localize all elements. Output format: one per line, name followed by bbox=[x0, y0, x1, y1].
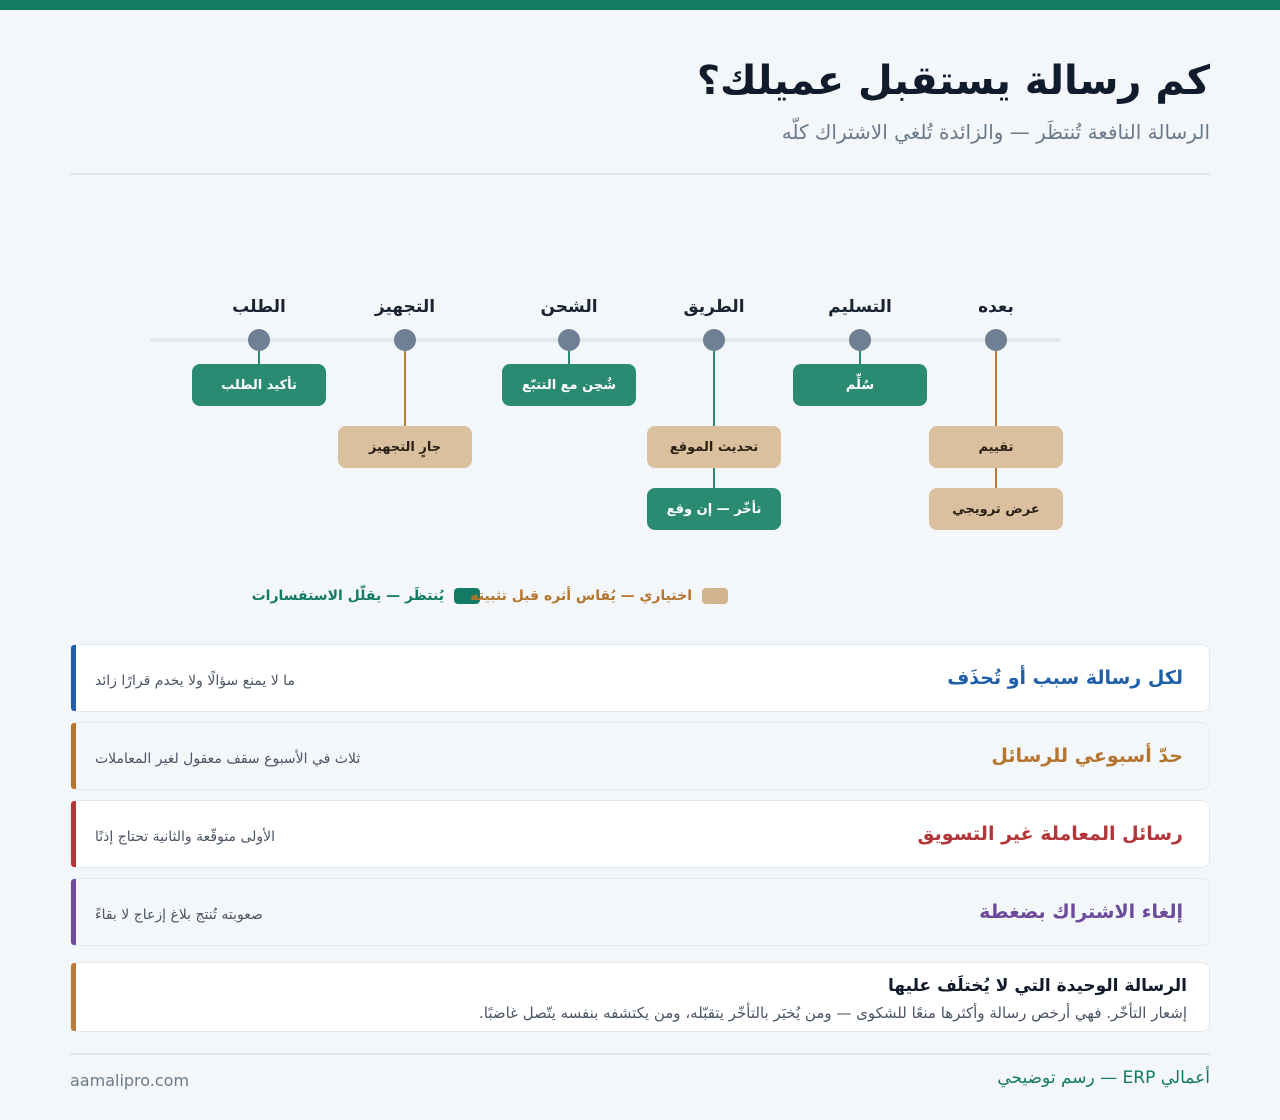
stage-connector bbox=[258, 351, 260, 364]
legend-essential-label: يُنتظَر — يقلّل الاستفسارات bbox=[251, 588, 444, 604]
stage-dot bbox=[849, 329, 871, 351]
principle-title: حدّ أسبوعي للرسائل bbox=[991, 745, 1183, 767]
stage-dot bbox=[394, 329, 416, 351]
card-stripe bbox=[71, 645, 76, 711]
stage-label: الطريق bbox=[683, 297, 745, 317]
stage-connector bbox=[568, 351, 570, 364]
stage-label: الشحن bbox=[540, 297, 598, 317]
principle-desc: صعوبته تُنتج بلاغ إزعاج لا بقاءً bbox=[95, 907, 263, 923]
legend-optional bbox=[470, 588, 728, 604]
principle-card bbox=[70, 644, 1210, 712]
principle-card bbox=[70, 722, 1210, 790]
legend-essential bbox=[252, 588, 480, 604]
legend-optional-label: اختياري — يُقاس أثره قبل تثبيته bbox=[470, 588, 692, 604]
card-stripe bbox=[71, 963, 76, 1031]
principle-title: رسائل المعاملة غير التسويق bbox=[917, 823, 1183, 845]
stage-connector bbox=[404, 351, 406, 426]
stage-label: التسليم bbox=[828, 297, 892, 317]
footer-site-link[interactable]: aamalipro.com bbox=[70, 1071, 190, 1090]
optional-message-pill: تحديث الموقع bbox=[647, 426, 781, 468]
card-stripe bbox=[71, 801, 76, 867]
stage-label: الطلب bbox=[232, 297, 286, 317]
footer-divider bbox=[70, 1053, 1210, 1055]
page-title: كم رسالة يستقبل عميلك؟ bbox=[696, 58, 1210, 104]
stage-label: التجهيز bbox=[374, 297, 436, 317]
stage-dot bbox=[985, 329, 1007, 351]
optional-message-pill: عرض ترويجي bbox=[929, 488, 1063, 530]
principle-desc: ما لا يمنع سؤالًا ولا يخدم قرارًا زائد bbox=[95, 673, 295, 689]
principle-card bbox=[70, 878, 1210, 946]
legend-optional-swatch bbox=[702, 588, 728, 604]
essential-message-pill: تأكيد الطلب bbox=[192, 364, 326, 406]
essential-message-pill: تأخّر — إن وقع bbox=[647, 488, 781, 530]
timeline-axis bbox=[150, 338, 1060, 342]
principle-title: إلغاء الاشتراك بضغطة bbox=[979, 901, 1183, 923]
page-subtitle: الرسالة النافعة تُنتظَر — والزائدة تُلغي الاشتراك كلّه bbox=[781, 120, 1210, 144]
optional-message-pill: تقييم bbox=[929, 426, 1063, 468]
stage-dot bbox=[558, 329, 580, 351]
essential-message-pill: شُحِن مع التتبّع bbox=[502, 364, 636, 406]
key-message-title: الرسالة الوحيدة التي لا يُختلَف عليها bbox=[888, 976, 1187, 996]
stage-connector bbox=[859, 351, 861, 364]
stage-dot bbox=[248, 329, 270, 351]
principle-desc: الأولى متوقّعة والثانية تحتاج إذنًا bbox=[95, 829, 276, 845]
key-message-body: إشعار التأخّر. فهي أرخص رسالة وأكثرها منعًا للشكوى — ومن يُخبَر بالتأخّر يتقبّله، ومن يكتشفه بنفسه يتّصل غاضبًا. bbox=[478, 1004, 1187, 1022]
card-stripe bbox=[71, 879, 76, 945]
principle-card bbox=[70, 800, 1210, 868]
principle-desc: ثلاث في الأسبوع سقف معقول لغير المعاملات bbox=[95, 751, 361, 767]
stage-dot bbox=[703, 329, 725, 351]
key-message-card bbox=[70, 962, 1210, 1032]
card-stripe bbox=[71, 723, 76, 789]
footer-brand: أعمالي ERP — رسم توضيحي bbox=[997, 1068, 1210, 1088]
principle-title: لكل رسالة سبب أو تُحذَف bbox=[947, 667, 1183, 689]
optional-message-pill: جارٍ التجهيز bbox=[338, 426, 472, 468]
stage-label: بعده bbox=[978, 297, 1014, 317]
essential-message-pill: سُلِّم bbox=[793, 364, 927, 406]
